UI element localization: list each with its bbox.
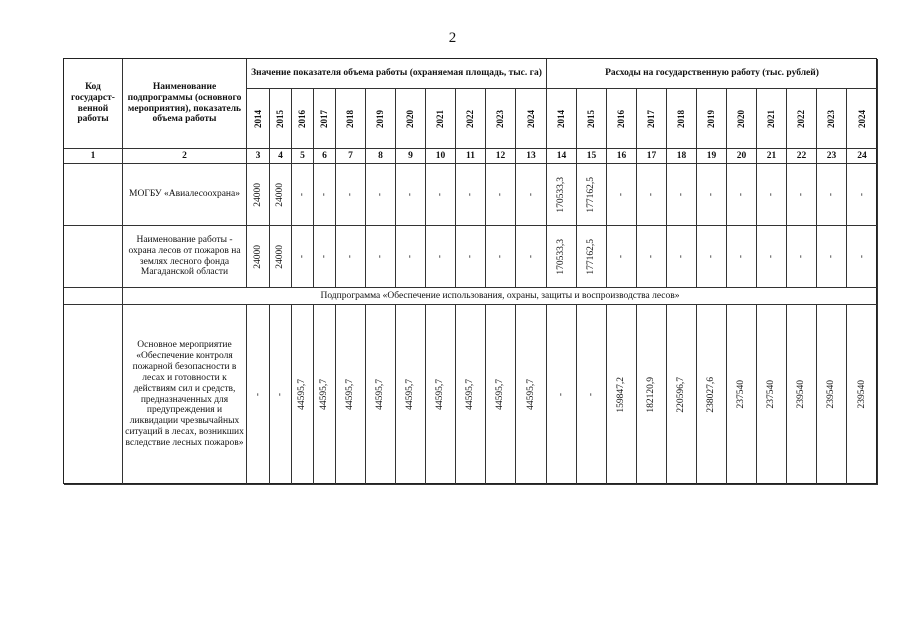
column-number: 12 <box>486 149 516 164</box>
main-indicator-value-text: 44595,7 <box>319 379 330 410</box>
header-expenses-year-text: 2014 <box>556 109 567 128</box>
header-expenses-year-text: 2022 <box>796 109 807 128</box>
main-indicator-value-text: - <box>275 392 286 397</box>
expense-value-text: - <box>616 192 627 197</box>
main-expense-value <box>757 305 787 485</box>
main-expense-value-text: 239540 <box>796 380 807 409</box>
indicator-value-text: - <box>297 192 308 197</box>
header-indicator-year <box>516 89 547 149</box>
expense-value-text: - <box>766 254 777 259</box>
main-expense-value-text: 239540 <box>826 380 837 409</box>
page-number: 2 <box>448 30 457 46</box>
column-number: 8 <box>366 149 396 164</box>
header-indicator-year-text: 2017 <box>319 109 330 128</box>
indicator-value <box>396 226 426 288</box>
indicator-value-text: - <box>345 192 356 197</box>
header-expenses-year <box>847 89 878 149</box>
header-expenses-year-text: 2020 <box>736 109 747 128</box>
header-name: Наименование подпрограммы (основного мероприятия), показатель объема работы <box>123 59 247 149</box>
indicator-value-text: 24000 <box>275 244 286 269</box>
header-indicator-year-text: 2021 <box>435 109 446 128</box>
indicator-value <box>486 164 516 226</box>
header-indicator-year <box>314 89 336 149</box>
header-expenses-year <box>787 89 817 149</box>
column-number: 21 <box>757 149 787 164</box>
header-indicator-year <box>292 89 314 149</box>
main-indicator-value-text: 44595,7 <box>345 379 356 410</box>
expense-value-text: 170533,3 <box>556 176 567 213</box>
expense-value <box>637 226 667 288</box>
column-number: 1 <box>64 149 123 164</box>
header-expenses-year <box>697 89 727 149</box>
expense-value <box>787 226 817 288</box>
indicator-value <box>336 226 366 288</box>
main-expense-value-text: 239540 <box>856 380 867 409</box>
column-number: 14 <box>547 149 577 164</box>
expense-value <box>547 226 577 288</box>
expense-value <box>847 226 878 288</box>
main-indicator-value <box>366 305 396 485</box>
main-row-name: Основное мероприятие «Обеспечение контроля пожарной безопасности в лесах и готовности к действиям сил и средств, предназначенных для предупреждения и ликвидации чрезвычайных ситуаций в лесах, возникших вследствие лесных пожаров» <box>123 305 247 485</box>
indicator-value-text: - <box>345 254 356 259</box>
expense-value-text: - <box>706 192 717 197</box>
row-code <box>64 164 123 226</box>
main-expense-value-text: 237540 <box>736 380 747 409</box>
header-indicator-year <box>270 89 292 149</box>
expense-value-text: - <box>676 254 687 259</box>
expense-value-text: - <box>856 192 867 197</box>
expense-value <box>667 226 697 288</box>
main-indicator-value <box>247 305 270 485</box>
main-indicator-value-text: - <box>252 392 263 397</box>
main-indicator-value <box>516 305 547 485</box>
header-expenses-year-text: 2015 <box>586 109 597 128</box>
main-indicator-value <box>314 305 336 485</box>
subprogram-code <box>64 288 123 305</box>
main-indicator-value-text: 44595,7 <box>375 379 386 410</box>
expense-value <box>607 226 637 288</box>
expense-value-text: - <box>856 254 867 259</box>
header-expenses-year <box>547 89 577 149</box>
indicator-value <box>314 164 336 226</box>
row-name: Наименование работы - охрана лесов от пожаров на землях лесного фонда Магаданской области <box>123 226 247 288</box>
header-expenses-year-text: 2018 <box>676 109 687 128</box>
column-number: 15 <box>577 149 607 164</box>
indicator-value <box>456 164 486 226</box>
expense-value-text: - <box>706 254 717 259</box>
expense-value <box>817 226 847 288</box>
expense-value <box>727 164 757 226</box>
expense-value-text: - <box>796 254 807 259</box>
main-indicator-value <box>486 305 516 485</box>
column-number: 6 <box>314 149 336 164</box>
main-expense-value <box>787 305 817 485</box>
expense-value <box>817 164 847 226</box>
expense-value <box>607 164 637 226</box>
expense-value <box>577 226 607 288</box>
column-number: 23 <box>817 149 847 164</box>
header-indicator-year <box>366 89 396 149</box>
expense-value <box>547 164 577 226</box>
column-number: 16 <box>607 149 637 164</box>
header-expenses-year-text: 2019 <box>706 109 717 128</box>
row-name: МОГБУ «Авиалесоохрана» <box>123 164 247 226</box>
indicator-value-text: 24000 <box>275 182 286 207</box>
indicator-value <box>516 226 547 288</box>
main-expense-value-text: - <box>556 392 567 397</box>
header-expenses-year <box>727 89 757 149</box>
column-number: 11 <box>456 149 486 164</box>
main-indicator-value-text: 44595,7 <box>405 379 416 410</box>
header-expenses-year <box>667 89 697 149</box>
main-expense-value-text: - <box>586 392 597 397</box>
expense-value-text: - <box>766 192 777 197</box>
indicator-value-text: - <box>297 254 308 259</box>
main-expense-value <box>637 305 667 485</box>
main-expense-value <box>547 305 577 485</box>
main-indicator-value <box>426 305 456 485</box>
header-expenses-year-text: 2024 <box>856 109 867 128</box>
expense-value-text: - <box>616 254 627 259</box>
header-expenses-year-text: 2016 <box>616 109 627 128</box>
main-expense-value-text: 182120,9 <box>646 376 657 413</box>
header-code: Код государст-венной работы <box>64 59 123 149</box>
main-indicator-value-text: 44595,7 <box>297 379 308 410</box>
indicator-value <box>247 226 270 288</box>
column-number: 2 <box>123 149 247 164</box>
indicator-value-text: - <box>495 192 506 197</box>
expense-value-text: 170533,3 <box>556 238 567 275</box>
main-indicator-value-text: 44595,7 <box>435 379 446 410</box>
indicator-value <box>247 164 270 226</box>
indicator-value-text: - <box>525 254 536 259</box>
indicator-value-text: - <box>435 192 446 197</box>
main-expense-value-text: 159847,2 <box>616 376 627 413</box>
main-row-code <box>64 305 123 485</box>
indicator-value-text: - <box>465 192 476 197</box>
column-number: 9 <box>396 149 426 164</box>
main-expense-value <box>697 305 727 485</box>
indicator-value-text: - <box>405 192 416 197</box>
indicator-value-text: - <box>525 192 536 197</box>
main-expense-value <box>667 305 697 485</box>
expense-value-text: 177162,5 <box>586 176 597 213</box>
header-indicator-year <box>396 89 426 149</box>
indicator-value <box>292 226 314 288</box>
main-indicator-value <box>456 305 486 485</box>
column-number: 19 <box>697 149 727 164</box>
indicator-value <box>516 164 547 226</box>
header-indicator-year <box>486 89 516 149</box>
header-expenses-year-text: 2023 <box>826 109 837 128</box>
indicator-value-text: - <box>435 254 446 259</box>
subprogram-title: Подпрограмма «Обеспечение использования, охраны, защиты и воспроизводства лесов» <box>123 288 878 305</box>
column-number: 7 <box>336 149 366 164</box>
indicator-value <box>270 164 292 226</box>
main-expense-value <box>727 305 757 485</box>
expense-value <box>577 164 607 226</box>
header-expenses-year <box>637 89 667 149</box>
column-number: 22 <box>787 149 817 164</box>
expense-value <box>697 226 727 288</box>
main-indicator-value-text: 44595,7 <box>465 379 476 410</box>
header-indicator-year-text: 2014 <box>252 109 263 128</box>
header-expenses: Расходы на государственную работу (тыс. рублей) <box>547 59 878 89</box>
indicator-value-text: 24000 <box>252 244 263 269</box>
column-number: 17 <box>637 149 667 164</box>
expense-value <box>787 164 817 226</box>
header-indicator-year-text: 2016 <box>297 109 308 128</box>
indicator-value-text: - <box>375 192 386 197</box>
expense-value-text: 177162,5 <box>586 238 597 275</box>
expense-value-text: - <box>736 254 747 259</box>
expense-value-text: - <box>676 192 687 197</box>
header-indicator-year <box>456 89 486 149</box>
indicator-value-text: - <box>405 254 416 259</box>
expense-value <box>637 164 667 226</box>
expense-value <box>757 164 787 226</box>
header-indicator-year-text: 2019 <box>375 109 386 128</box>
main-indicator-value-text: 44595,7 <box>495 379 506 410</box>
expense-value-text: - <box>826 254 837 259</box>
header-indicator-year-text: 2020 <box>405 109 416 128</box>
main-expense-value-text: 238027,6 <box>706 376 717 413</box>
indicator-value <box>270 226 292 288</box>
header-indicator-year-text: 2015 <box>275 109 286 128</box>
header-indicator-year <box>426 89 456 149</box>
expense-value-text: - <box>736 192 747 197</box>
header-expenses-year <box>757 89 787 149</box>
main-indicator-value-text: 44595,7 <box>525 379 536 410</box>
header-expenses-year-text: 2021 <box>766 109 777 128</box>
column-number: 3 <box>247 149 270 164</box>
main-expense-value-text: 237540 <box>766 380 777 409</box>
column-number: 5 <box>292 149 314 164</box>
main-indicator-value <box>270 305 292 485</box>
main-indicator-value <box>396 305 426 485</box>
column-number: 4 <box>270 149 292 164</box>
header-indicator-year-text: 2024 <box>525 109 536 128</box>
indicator-value-text: - <box>495 254 506 259</box>
header-indicator-year-text: 2018 <box>345 109 356 128</box>
header-indicator-year <box>336 89 366 149</box>
main-indicator-value <box>336 305 366 485</box>
indicator-value <box>314 226 336 288</box>
indicator-value-text: - <box>465 254 476 259</box>
main-expense-value <box>577 305 607 485</box>
indicator-value <box>336 164 366 226</box>
header-indicator: Значение показателя объема работы (охраняемая площадь, тыс. га) <box>247 59 547 89</box>
expense-value-text: - <box>646 254 657 259</box>
main-expense-value <box>607 305 637 485</box>
header-expenses-year <box>577 89 607 149</box>
column-number: 24 <box>847 149 878 164</box>
indicator-value-text: - <box>375 254 386 259</box>
expense-value <box>847 164 878 226</box>
column-number: 13 <box>516 149 547 164</box>
indicator-value-text: - <box>319 192 330 197</box>
expense-value-text: - <box>796 192 807 197</box>
expense-value <box>757 226 787 288</box>
main-expense-value-text: 220596,7 <box>676 376 687 413</box>
expense-value-text: - <box>646 192 657 197</box>
header-expenses-year <box>607 89 637 149</box>
expense-value-text: - <box>826 192 837 197</box>
indicator-value-text: - <box>319 254 330 259</box>
work-plan-table <box>63 58 877 484</box>
main-indicator-value <box>292 305 314 485</box>
header-indicator-year-text: 2023 <box>495 109 506 128</box>
indicator-value <box>456 226 486 288</box>
main-expense-value <box>817 305 847 485</box>
indicator-value <box>396 164 426 226</box>
header-indicator-year <box>247 89 270 149</box>
column-number: 18 <box>667 149 697 164</box>
indicator-value <box>426 226 456 288</box>
column-number: 20 <box>727 149 757 164</box>
header-expenses-year <box>817 89 847 149</box>
main-expense-value <box>847 305 878 485</box>
indicator-value <box>366 164 396 226</box>
row-code <box>64 226 123 288</box>
column-number: 10 <box>426 149 456 164</box>
indicator-value <box>426 164 456 226</box>
indicator-value <box>292 164 314 226</box>
expense-value <box>727 226 757 288</box>
indicator-value <box>366 226 396 288</box>
expense-value <box>697 164 727 226</box>
indicator-value-text: 24000 <box>252 182 263 207</box>
expense-value <box>667 164 697 226</box>
indicator-value <box>486 226 516 288</box>
header-indicator-year-text: 2022 <box>465 109 476 128</box>
header-expenses-year-text: 2017 <box>646 109 657 128</box>
